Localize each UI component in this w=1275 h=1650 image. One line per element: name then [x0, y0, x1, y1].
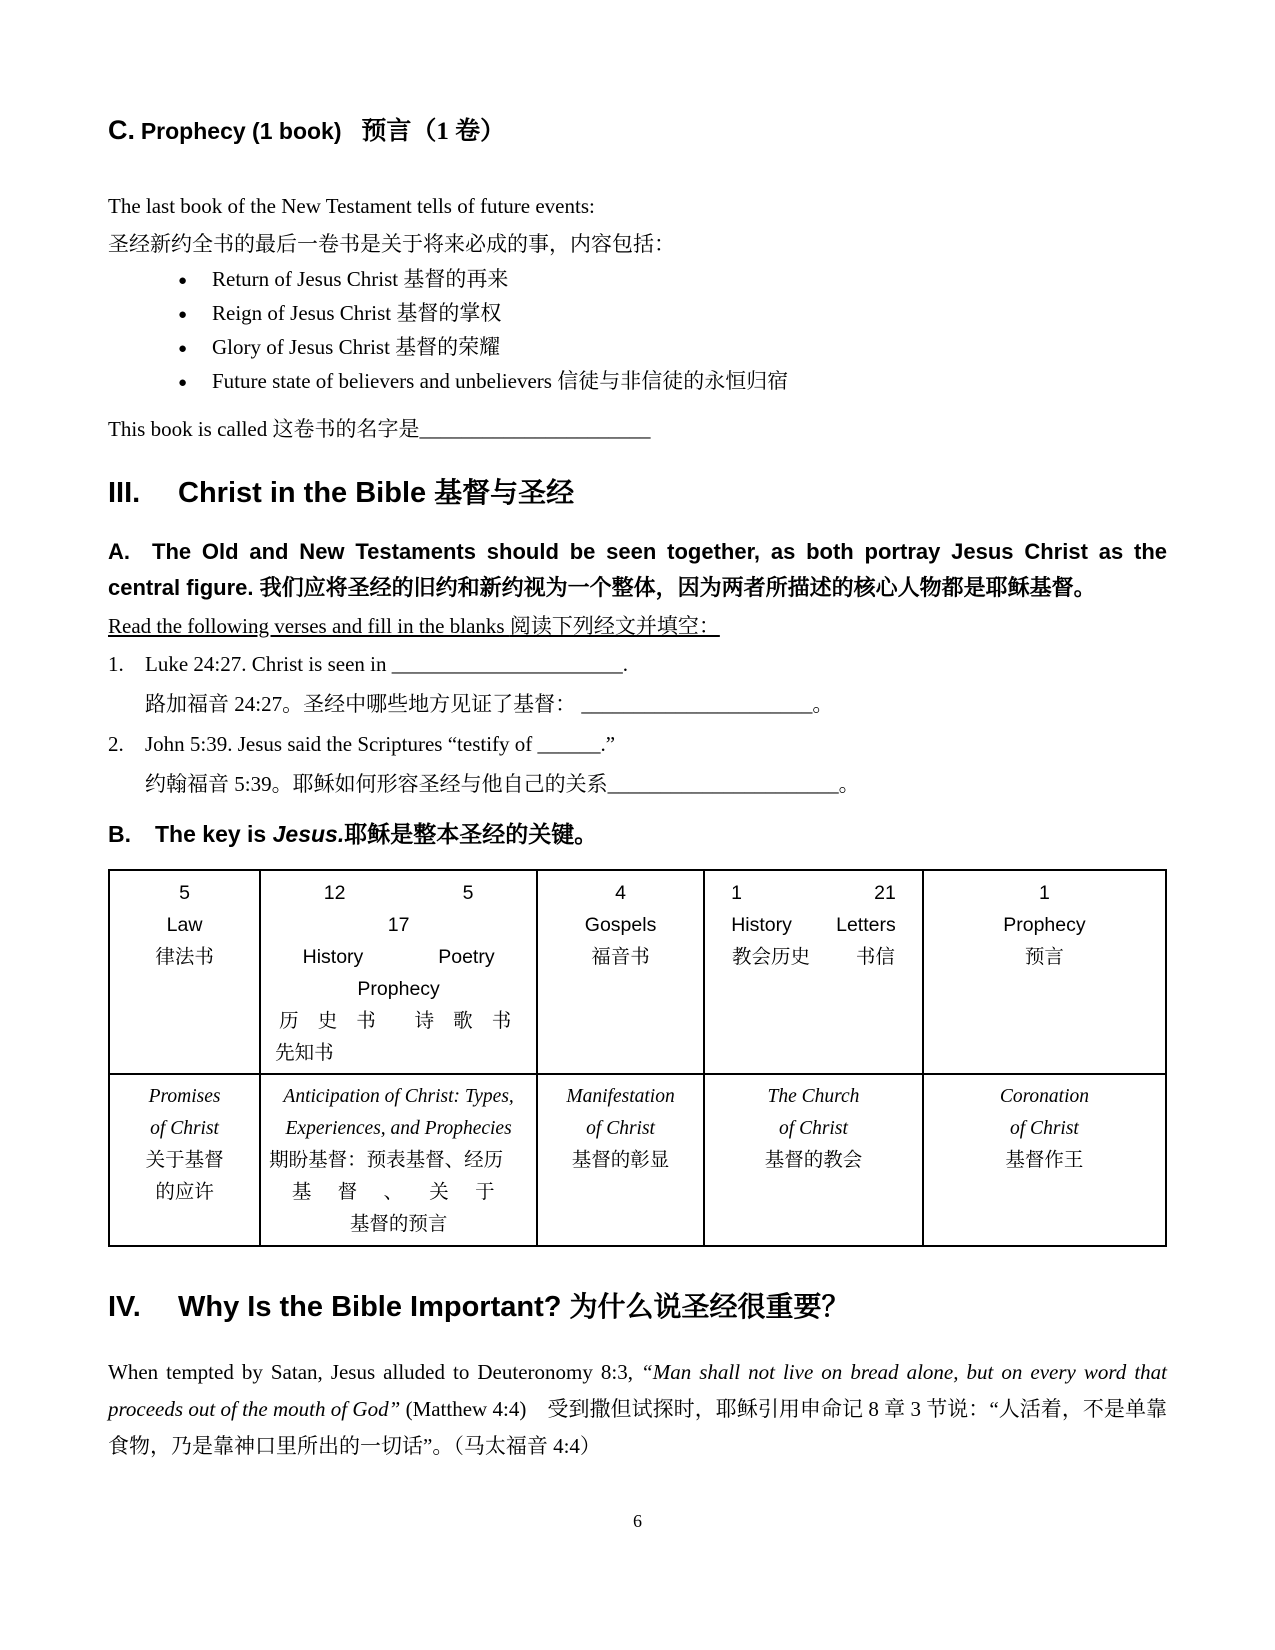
gospels-zh: 福音书 [591, 946, 650, 968]
question-2-zh [108, 764, 1167, 804]
table-header-row [109, 870, 1166, 1074]
fill-in-blank: ______ [537, 732, 601, 756]
prophecy-bullet-list [108, 263, 1167, 399]
promises-line: of Christ [150, 1118, 219, 1139]
table-cell-coronation [923, 1074, 1166, 1246]
subsection-b-text-en: The key is [155, 821, 273, 847]
anticipation-line: Experiences, and Prophecies [285, 1118, 512, 1139]
section-c-heading [108, 112, 1167, 151]
anticipation-line: Anticipation of Christ: Types, [283, 1086, 514, 1107]
prophecy-ot-count: 17 [387, 914, 410, 936]
question-1-number: 1. [108, 652, 124, 676]
section-iv-paragraph [108, 1354, 1167, 1465]
poetry-count: 5 [462, 882, 474, 904]
church-line: The Church [767, 1086, 860, 1107]
bullet-text-en: Glory of Jesus Christ [212, 335, 396, 359]
scripture-quote: “Man shall not live on bread alone, but on every word that proceeds out of the mouth of God” [108, 1360, 1167, 1421]
bullet-text-zh: 基督的掌权 [396, 301, 502, 325]
list-item [108, 297, 1167, 331]
promises-zh: 的应许 [155, 1182, 214, 1203]
instruction-zh: 阅读下列经文并填空： [509, 614, 720, 638]
table-cell-church [704, 1074, 923, 1246]
paragraph-text: When tempted by Satan, Jesus alluded to Deuteronomy 8:3, [108, 1360, 642, 1384]
promises-zh: 关于基督 [145, 1150, 224, 1171]
section-iii-heading [108, 473, 1167, 514]
fill-in-blank: ______________________ [581, 692, 813, 716]
section-c-intro-en: The last book of the New Testament tells of future events: [108, 194, 595, 218]
church-history-name: History [731, 914, 792, 936]
section-c-intro-zh: 圣经新约全书的最后一卷书是关于将来必成的事，内容包括： [108, 232, 675, 256]
paragraph-text: (Matthew 4:4) [400, 1397, 548, 1421]
question-1-zh [108, 684, 1167, 724]
table-cell-history-poetry-prophecy [260, 870, 537, 1074]
church-history-zh: 教会历史 [732, 946, 811, 968]
bullet-text-zh: 基督的荣耀 [395, 335, 501, 359]
fill-in-blank: ______________________ [607, 772, 839, 796]
section-c-label: C. [108, 115, 135, 145]
church-zh: 基督的教会 [764, 1150, 863, 1171]
manifestation-zh: 基督的彰显 [571, 1150, 670, 1171]
paragraph-text-zh: 受到撒但试探时，耶稣引用申命记 8 章 3 节说：“人活着，不是单靠食物，乃是靠神口里所出的一切话”。（马太福音 4:4） [108, 1397, 1167, 1458]
book-called-line [108, 409, 1167, 449]
history-count: 12 [323, 882, 346, 904]
poetry-name: Poetry [438, 946, 495, 968]
question-1-text: Luke 24:27. Christ is seen in [145, 652, 392, 676]
letters-count: 21 [874, 882, 896, 904]
law-zh: 律法书 [155, 946, 214, 968]
prophecy-ot-name: Prophecy [357, 978, 440, 1000]
law-count: 5 [179, 882, 190, 904]
section-iv-label: IV. [108, 1291, 141, 1323]
bullet-text-zh: 信徒与非信徒的永恒归宿 [557, 369, 789, 393]
section-iv-title-en: Why Is the Bible Important? [178, 1291, 562, 1323]
anticipation-zh: 期盼基督：预表基督、经历 [269, 1150, 504, 1171]
section-iii-label: III. [108, 477, 141, 509]
fill-in-blank: ______________________ [419, 417, 651, 441]
coronation-line: Coronation [999, 1086, 1090, 1107]
church-line: of Christ [779, 1118, 848, 1139]
bullet-icon: ● [178, 273, 188, 289]
law-name: Law [166, 914, 203, 936]
subsection-b-heading [108, 816, 1167, 853]
question-2-end: .” [600, 732, 616, 756]
promises-line: Promises [148, 1086, 221, 1107]
book-called-zh: 这卷书的名字是 [272, 417, 420, 441]
table-cell-law [109, 870, 260, 1074]
bullet-text-en: Reign of Jesus Christ [212, 301, 397, 325]
anticipation-zh: 基 督 、 关 于 [291, 1182, 506, 1203]
church-history-count: 1 [731, 882, 742, 904]
section-c-title-zh: 预言（1 卷） [361, 118, 506, 145]
table-cell-anticipation [260, 1074, 537, 1246]
anticipation-zh: 基督的预言 [349, 1214, 448, 1235]
gospels-name: Gospels [584, 914, 657, 936]
prophets-zh: 先知书 [275, 1042, 334, 1064]
question-2-text: John 5:39. Jesus said the Scriptures “testify of [145, 732, 538, 756]
table-cell-gospels [537, 870, 704, 1074]
question-1-end: . [622, 652, 628, 676]
question-1-en [108, 644, 1167, 684]
bible-books-table [108, 869, 1167, 1247]
coronation-line: of Christ [1010, 1118, 1079, 1139]
question-2-zh-text: 约翰福音 5:39。耶稣如何形容圣经与他自己的关系 [145, 772, 608, 796]
book-called-en: This book is called [108, 417, 273, 441]
subsection-a-heading [108, 534, 1167, 606]
history-zh: 历 史 书 [279, 1010, 383, 1032]
manifestation-line: of Christ [586, 1118, 655, 1139]
prophecy-nt-zh: 预言 [1024, 946, 1064, 968]
prophecy-nt-count: 1 [1039, 882, 1050, 904]
subsection-a-text-en: The Old and New Testaments should be seen together, as both portray Jesus Christ as the central figure. [108, 539, 1167, 600]
gospels-count: 4 [615, 882, 626, 904]
poetry-zh: 诗 歌 书 [414, 1010, 519, 1032]
question-1-zh-text: 路加福音 24:27。圣经中哪些地方见证了基督： [145, 692, 582, 716]
letters-name: Letters [836, 914, 896, 936]
question-2-zh-end: 。 [838, 772, 860, 796]
letters-zh: 书信 [855, 946, 895, 968]
question-2-number: 2. [108, 732, 124, 756]
section-iv-title-zh: 为什么说圣经很重要？ [569, 1292, 850, 1323]
subsection-b-label: B. [108, 821, 131, 847]
bullet-text-en: Return of Jesus Christ [212, 267, 404, 291]
section-iv-heading [108, 1287, 1167, 1328]
table-cell-history-letters [704, 870, 923, 1074]
list-item [108, 331, 1167, 365]
instruction-line [108, 608, 1167, 644]
list-item [108, 263, 1167, 297]
bullet-text-zh: 基督的再来 [403, 267, 509, 291]
bullet-icon: ● [178, 341, 188, 357]
prophecy-nt-name: Prophecy [1003, 914, 1086, 936]
table-cell-promises [109, 1074, 260, 1246]
question-1-zh-end: 。 [812, 692, 834, 716]
subsection-b-text-zh: 耶稣是整本圣经的关键。 [344, 822, 598, 847]
table-cell-prophecy [923, 870, 1166, 1074]
manifestation-line: Manifestation [566, 1086, 675, 1107]
subsection-a-label: A. [108, 539, 130, 564]
bullet-icon: ● [178, 375, 188, 391]
table-cell-manifestation [537, 1074, 704, 1246]
section-iii-title-zh: 基督与圣经 [434, 478, 575, 509]
table-body-row [109, 1074, 1166, 1246]
section-iii-title-en: Christ in the Bible [178, 477, 427, 509]
subsection-b-jesus-emphasis: Jesus. [272, 821, 345, 847]
bullet-text-en: Future state of believers and unbelievers [212, 369, 558, 393]
fill-in-blank: ______________________ [391, 652, 623, 676]
instruction-en: Read the following verses and fill in the blanks [108, 614, 510, 638]
history-name: History [302, 946, 364, 968]
section-c-title-en: Prophecy (1 book) [140, 118, 342, 144]
list-item [108, 365, 1167, 399]
question-2-en [108, 724, 1167, 764]
page-number: 6 [633, 1511, 642, 1531]
bullet-icon: ● [178, 307, 188, 323]
subsection-a-text-zh: 我们应将圣经的旧约和新约视为一个整体，因为两者所描述的核心人物都是耶稣基督。 [259, 575, 1096, 600]
coronation-zh: 基督作王 [1005, 1150, 1084, 1171]
